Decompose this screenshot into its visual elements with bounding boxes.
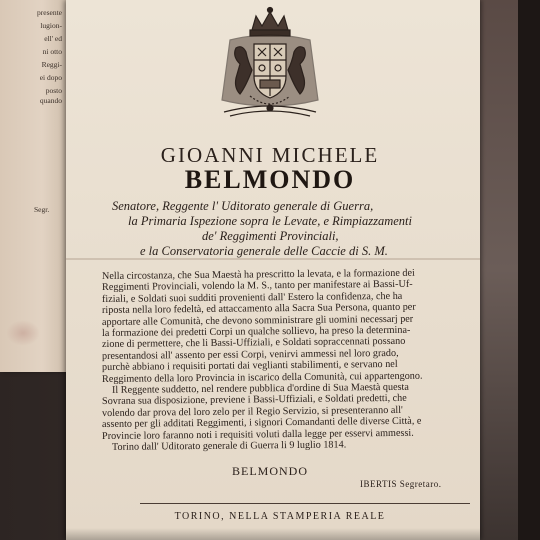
- body-line: Torino dall' Uditorato generale di Guerra li 9 luglio 1814.: [111, 439, 347, 453]
- title-line: Senatore, Reggente l' Uditorato generale di Guerra,: [112, 199, 374, 213]
- previous-page-line: ell' ed: [44, 34, 62, 43]
- body-line: presentandosi all' assento per essi Corpi, venirvi ammessi nel loro grado,: [101, 347, 399, 362]
- body-line: riposta nella loro fedeltà, ed attaccamento alla Sacra Sua Persona, quanto per: [101, 301, 416, 317]
- previous-page-line: Reggi-: [41, 60, 62, 69]
- body-line: Nella circostanza, che Sua Maestà ha prescritto la levata, e la formazione dei: [101, 267, 415, 282]
- signature-name: BELMONDO: [232, 464, 308, 478]
- bottom-shadow: [66, 528, 480, 540]
- previous-page-footer: Segr.: [34, 205, 50, 214]
- body-line: Reggimenti Provinciali, volendo la M. S., tanto per manifestare ai Bassi-Uf-: [101, 279, 413, 294]
- previous-page-line: quando: [39, 96, 62, 105]
- body-line: volendo dar prova del loro zelo per il Regio Servizio, si presenteranno all': [101, 404, 403, 419]
- paper-stain: [6, 320, 40, 346]
- body-line: Sovrana sua disposizione, previene i Bassi-Uffiziali, e Soldati predetti, che: [101, 393, 407, 408]
- body-line: fiziali, e Soldati suoi sudditi provenienti dall' Estero la confidenza, che ha: [101, 290, 403, 305]
- issuer-titles: [100, 199, 480, 259]
- body-line: la formazione dei predetti Corpi un qualche sollievo, ha preso la determina-: [101, 324, 411, 340]
- previous-page-line: posto: [45, 86, 62, 95]
- title-line: e la Conservatoria generale delle Caccie di S. M.: [140, 244, 388, 258]
- previous-page-line: ni otto: [42, 47, 62, 56]
- issuer-surname: BELMONDO: [184, 165, 356, 194]
- previous-page-line: presente: [37, 8, 62, 17]
- title-line: la Primaria Ispezione sopra le Levate, e Rimpiazzamenti: [128, 214, 412, 228]
- proclamation-body: [101, 267, 472, 454]
- previous-page-line: ei dopo: [39, 73, 62, 82]
- body-line: zione di permettere, che li Bassi-Uffiziali, e Soldati sopraccennati possano: [101, 336, 406, 351]
- body-line: assento per gli additati Reggimenti, i signori Comandanti delle diverse Città, e: [101, 415, 422, 431]
- divider: [140, 503, 470, 504]
- secretary-signature: IBERTIS Segretaro.: [360, 479, 442, 489]
- title-line: de' Reggimenti Provinciali,: [202, 229, 339, 243]
- previous-page-line: lugion-: [40, 21, 62, 30]
- body-line: Reggimento della loro Provincia in iscarico della Comunità, cui appartengono.: [101, 370, 423, 385]
- body-line: apportare alle Comunità, che devono somministrare gli uomini necessarj per: [101, 313, 414, 328]
- issuer-first-names: GIOANNI MICHELE: [160, 143, 380, 167]
- body-line: purchè abbiano i requisiti portati dai veglianti stabilimenti, e servano nel: [101, 359, 398, 374]
- body-line: Il Reggente suddetto, nel rendere pubblica d'ordine di Sua Maestà questa: [111, 381, 409, 396]
- royal-coat-of-arms-icon: [200, 4, 340, 122]
- body-line: Provincie loro faranno noti i requisiti voluti dalla legge per esservi ammessi.: [101, 427, 414, 442]
- dark-edge: [518, 0, 540, 540]
- printer-imprint: TORINO, NELLA STAMPERIA REALE: [174, 511, 386, 522]
